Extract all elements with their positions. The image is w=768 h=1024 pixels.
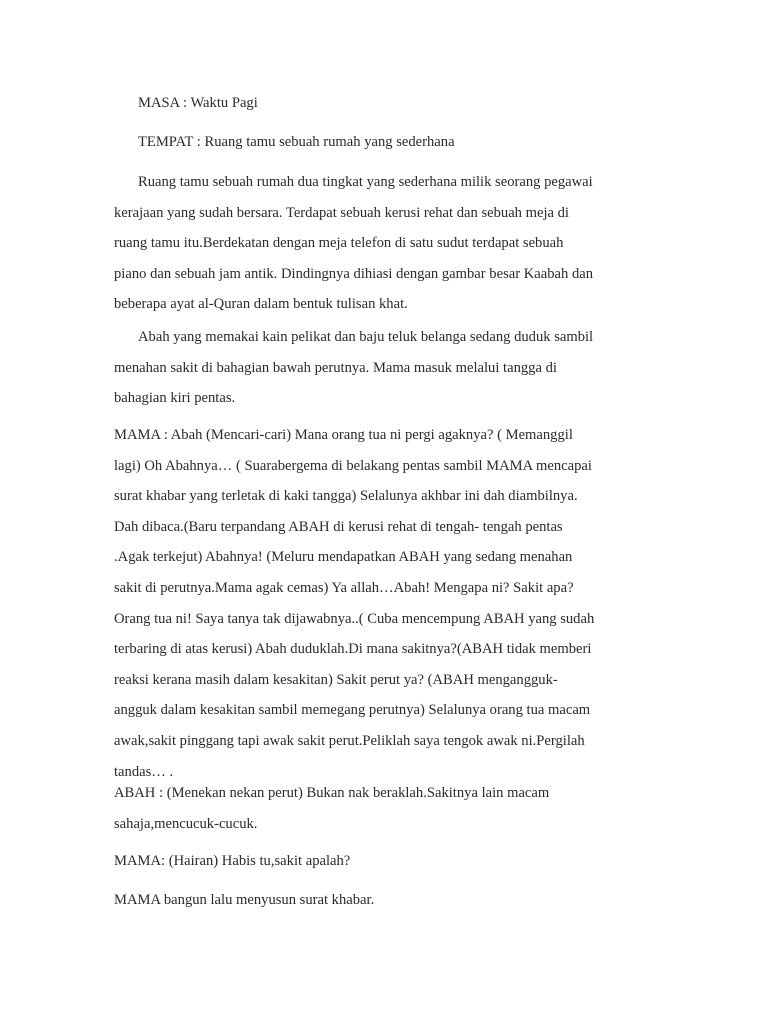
- text-line: Dah dibaca.(Baru terpandang ABAH di kerusi rehat di tengah- tengah pentas: [114, 518, 563, 535]
- tempat-line: TEMPAT : Ruang tamu sebuah rumah yang sederhana: [138, 134, 455, 150]
- text-line: ruang tamu itu.Berdekatan dengan meja telefon di satu sudut terdapat sebuah: [114, 235, 564, 252]
- text-line: beberapa ayat al-Quran dalam bentuk tulisan khat.: [114, 296, 408, 313]
- text-line: kerajaan yang sudah bersara. Terdapat sebuah kerusi rehat dan sebuah meja di: [114, 204, 569, 221]
- text-line: sahaja,mencucuk-cucuk.: [114, 815, 258, 832]
- text-line: lagi) Oh Abahnya… ( Suarabergema di belakang pentas sambil MAMA mencapai: [114, 457, 592, 474]
- masa-heading: [114, 88, 654, 119]
- text-line: awak,sakit pinggang tapi awak sakit perut.Peliklah saya tengok awak ni.Pergilah: [114, 732, 585, 749]
- text-line: angguk dalam kesakitan sambil memegang perutnya) Selalunya orang tua macam: [114, 702, 591, 719]
- mama-question-paragraph: [114, 846, 654, 877]
- text-line: ABAH : (Menekan nekan perut) Bukan nak beraklah.Sakitnya lain macam: [114, 785, 550, 801]
- text-line: Orang tua ni! Saya tanya tak dijawabnya..( Cuba mencempung ABAH yang sudah: [114, 610, 595, 627]
- text-line: menahan sakit di bahagian bawah perutnya. Mama masuk melalui tangga di: [114, 359, 557, 376]
- text-line: Abah yang memakai kain pelikat dan baju teluk belanga sedang duduk sambil: [138, 329, 594, 345]
- text-line: terbaring di atas kerusi) Abah duduklah.Di mana sakitnya?(ABAH tidak memberi: [114, 641, 592, 658]
- text-line: MAMA : Abah (Mencari-cari) Mana orang tua ni pergi agaknya? ( Memanggil: [114, 427, 573, 443]
- abah-intro-paragraph: [114, 322, 654, 414]
- text-line: Ruang tamu sebuah rumah dua tingkat yang sederhana milik seorang pegawai: [138, 174, 593, 190]
- text-line: MAMA: (Hairan) Habis tu,sakit apalah?: [114, 853, 351, 869]
- text-line: .Agak terkejut) Abahnya! (Meluru mendapatkan ABAH yang sedang menahan: [114, 549, 573, 566]
- mama-action-paragraph: [114, 885, 654, 916]
- scene-description-paragraph: [114, 167, 654, 320]
- text-line: MAMA bangun lalu menyusun surat khabar.: [114, 892, 375, 908]
- abah-reply-paragraph: [114, 778, 654, 839]
- text-line: bahagian kiri pentas.: [114, 390, 236, 407]
- text-line: tandas… .: [114, 763, 174, 780]
- text-line: reaksi kerana masih dalam kesakitan) Sakit perut ya? (ABAH mengangguk-: [114, 671, 558, 688]
- masa-line: MASA : Waktu Pagi: [138, 95, 258, 111]
- text-line: piano dan sebuah jam antik. Dindingnya dihiasi dengan gambar besar Kaabah dan: [114, 265, 594, 282]
- tempat-heading: [114, 127, 654, 158]
- mama-dialogue-paragraph: [114, 420, 654, 787]
- text-line: surat khabar yang terletak di kaki tangga) Selalunya akhbar ini dah diambilnya.: [114, 488, 578, 505]
- text-line: sakit di perutnya.Mama agak cemas) Ya allah…Abah! Mengapa ni? Sakit apa?: [114, 579, 574, 596]
